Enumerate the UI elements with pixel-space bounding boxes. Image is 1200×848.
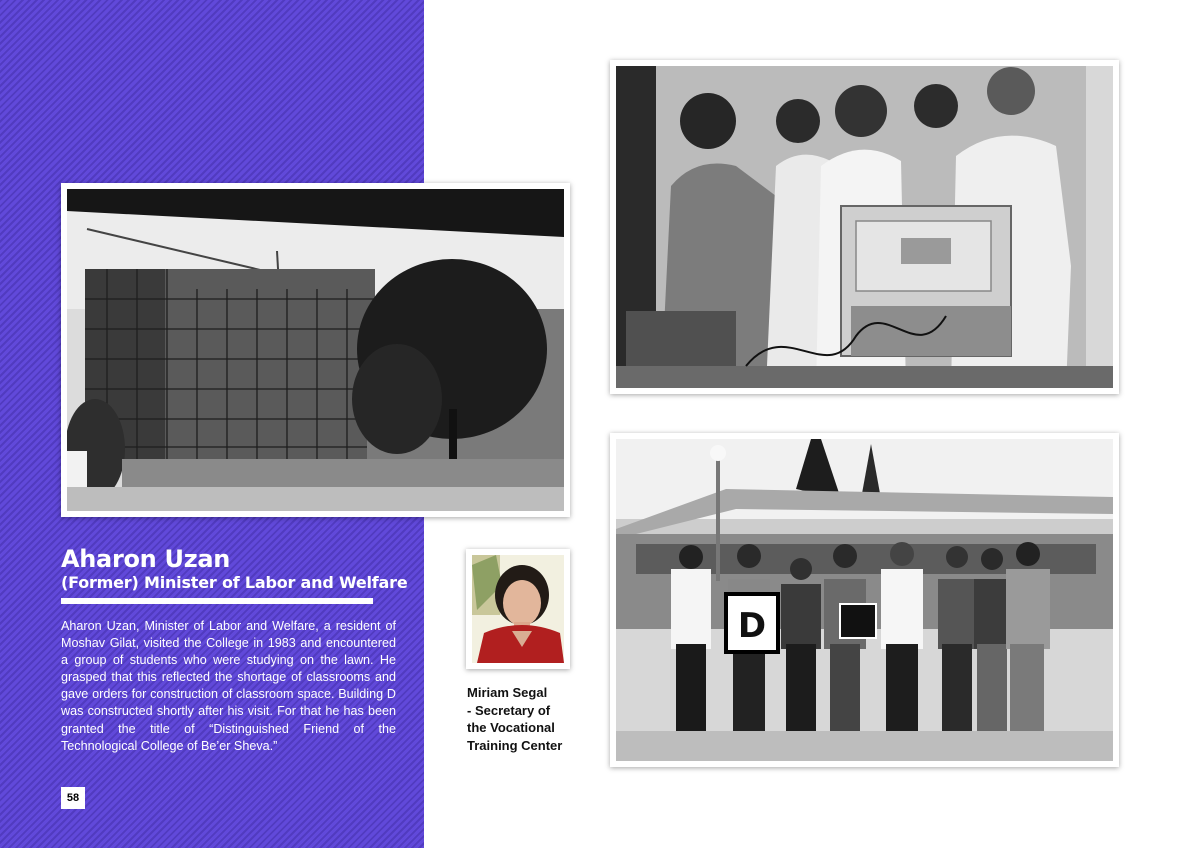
construction-photo [61,183,570,517]
building-d-group-photo-image [616,439,1113,761]
caption-line: the Vocational [467,720,555,735]
computer-group-photo [610,60,1119,394]
miriam-segal-portrait-image [472,555,564,663]
article-title: Aharon Uzan [61,545,231,573]
caption-line: Miriam Segal [467,685,548,700]
computer-group-photo-image [616,66,1113,388]
building-d-sign-letter: D [737,606,767,646]
title-underline [61,598,373,604]
construction-photo-image [67,189,564,511]
miriam-segal-portrait [466,549,570,669]
article-subtitle: (Former) Minister of Labor and Welfare [61,573,408,592]
building-d-group-photo [610,433,1119,767]
portrait-caption [467,684,577,754]
caption-line: Training Center [467,737,563,753]
caption-line: - Secretary of [467,702,551,718]
article-body: Aharon Uzan, Minister of Labor and Welfare, a resident of Moshav Gilat, visited the College in 1983 and encountered a group of students who were studying on the lawn. He grasped that this reflected the shortage of classrooms and gave orders for construction of classroom space. Building D was constructed shortly after his visit. For that he has been granted the title of “Distinguished Friend of the Technological College of Be’er Sheva.” [61,619,396,753]
page-number: 58 [61,787,85,809]
